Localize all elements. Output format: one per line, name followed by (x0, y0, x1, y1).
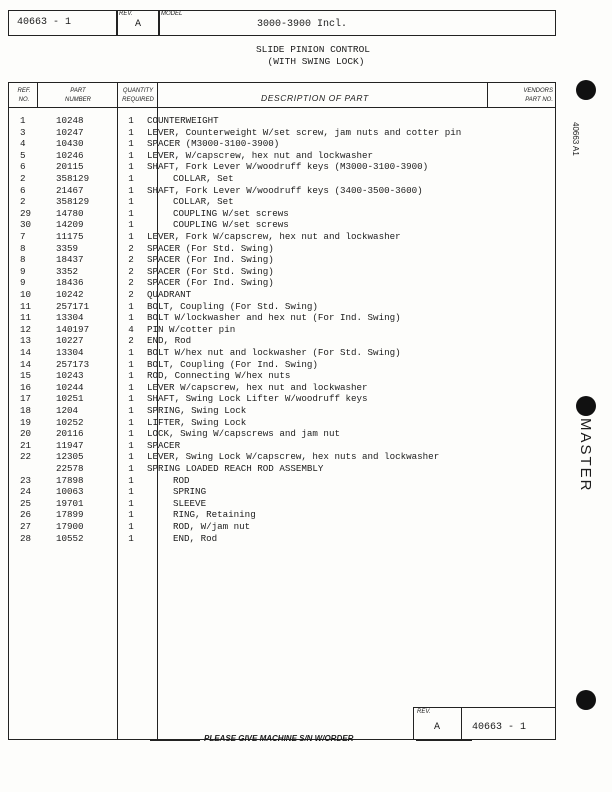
footer-rev-label: REV. (417, 709, 431, 715)
description-cell: ROD (173, 474, 190, 486)
part-number-cell: 13304 (56, 347, 84, 358)
ref-cell: 20 (20, 428, 32, 440)
table-row (8, 324, 554, 335)
part-number-cell: 20115 (56, 161, 84, 173)
ref-cell: 10 (20, 289, 32, 300)
col-header-qty-1: QUANTITY (122, 88, 154, 94)
ref-cell: 22 (20, 451, 32, 463)
col-header-part (41, 87, 115, 105)
description-cell: SPACER (For Std. Swing) (147, 242, 274, 254)
quantity-cell: 1 (128, 115, 134, 126)
table-row (8, 196, 554, 207)
quantity-cell: 1 (128, 161, 134, 173)
quantity-cell: 1 (128, 149, 134, 161)
ref-cell: 6 (20, 161, 26, 173)
quantity-cell: 1 (128, 381, 134, 393)
quantity-cell: 1 (128, 184, 134, 196)
col-header-vendors-2: PART NO. (525, 97, 553, 103)
description-cell: COLLAR, Set (173, 196, 234, 208)
description-cell: LIFTER, Swing Lock (147, 416, 247, 428)
table-row (8, 335, 554, 346)
ref-cell: 13 (20, 335, 32, 347)
ref-cell: 30 (20, 219, 32, 231)
ref-cell: 8 (20, 254, 26, 266)
table-row (8, 289, 554, 300)
quantity-cell: 1 (128, 138, 134, 150)
part-number-cell: 17899 (56, 509, 84, 521)
header-model-label: MODEL (161, 11, 183, 17)
margin-master-stamp: MASTER (577, 418, 594, 493)
header-part-number: 40663 - 1 (17, 17, 72, 28)
title-line-2: (WITH SWING LOCK) (267, 56, 365, 67)
part-number-cell: 257171 (56, 300, 90, 312)
page-title (0, 44, 612, 68)
part-number-cell: 10430 (56, 138, 84, 150)
col-header-ref-1: REF. (17, 88, 31, 94)
quantity-cell: 1 (128, 428, 134, 440)
ref-cell: 27 (20, 521, 32, 532)
table-row (8, 173, 554, 184)
part-number-cell: 10243 (56, 370, 84, 382)
table-row (8, 347, 554, 358)
description-cell: LEVER, Fork W/capscrew, hex nut and lockwasher (147, 231, 401, 242)
quantity-cell: 1 (128, 207, 134, 219)
quantity-cell: 2 (128, 242, 134, 254)
ref-cell: 12 (20, 323, 32, 335)
table-row (8, 521, 554, 532)
quantity-cell: 1 (128, 474, 134, 486)
header-model-box (158, 10, 556, 36)
part-number-cell: 10227 (56, 335, 84, 347)
description-cell: COLLAR, Set (173, 173, 234, 184)
quantity-cell: 1 (128, 521, 134, 532)
ref-cell: 14 (20, 358, 32, 370)
quantity-cell: 1 (128, 347, 134, 358)
ref-cell: 11 (20, 312, 32, 324)
punch-hole-bottom (576, 690, 596, 710)
ref-cell: 9 (20, 265, 26, 277)
table-row (8, 127, 554, 138)
ref-cell: 28 (20, 532, 32, 544)
description-cell: SPACER (147, 439, 181, 451)
ref-cell: 11 (20, 300, 32, 312)
description-cell: PIN W/cotter pin (147, 323, 236, 335)
part-number-cell: 14209 (56, 219, 84, 231)
description-cell: COUPLING W/set screws (173, 219, 289, 231)
table-row (8, 185, 554, 196)
table-row (8, 440, 554, 451)
part-number-cell: 17900 (56, 521, 84, 532)
table-row (8, 219, 554, 230)
ref-cell: 5 (20, 149, 26, 161)
description-cell: SLEEVE (173, 497, 207, 509)
description-cell: BOLT W/hex nut and lockwasher (For Std. Swing) (147, 347, 401, 358)
table-row (8, 266, 554, 277)
table-row (8, 498, 554, 509)
col-header-ref-2: NO. (18, 97, 30, 103)
description-cell: SPACER (For Std. Swing) (147, 265, 274, 277)
description-cell: SPACER (M3000-3100-3900) (147, 138, 280, 150)
quantity-cell: 1 (128, 509, 134, 521)
description-cell: BOLT W/lockwasher and hex nut (For Ind. Swing) (147, 312, 401, 324)
table-row (8, 417, 554, 428)
table-row (8, 231, 554, 242)
table-row (8, 370, 554, 381)
description-cell: LOCK, Swing W/capscrews and jam nut (147, 428, 340, 440)
table-row (8, 382, 554, 393)
quantity-cell: 1 (128, 393, 134, 405)
quantity-cell: 1 (128, 439, 134, 451)
punch-hole-top (576, 80, 596, 100)
part-number-cell: 19701 (56, 497, 84, 509)
table-row (8, 475, 554, 486)
part-number-cell: 12305 (56, 451, 84, 463)
description-cell: END, Rod (173, 532, 218, 544)
table-row (8, 138, 554, 149)
description-cell: LEVER, W/capscrew, hex nut and lockwasher (147, 149, 374, 161)
description-cell: END, Rod (147, 335, 192, 347)
quantity-cell: 1 (128, 196, 134, 208)
part-number-cell: 10246 (56, 149, 84, 161)
table-row (8, 428, 554, 439)
ref-cell: 2 (20, 173, 26, 184)
footer-part-number: 40663 - 1 (472, 722, 527, 733)
quantity-cell: 1 (128, 173, 134, 184)
ref-cell: 2 (20, 196, 26, 208)
header-rev-label: REV. (119, 11, 133, 17)
header-part-number-box (8, 10, 118, 36)
punch-hole-middle (576, 396, 596, 416)
margin-side-number: 40663 A1 (571, 122, 580, 156)
table-row (8, 254, 554, 265)
ref-cell: 4 (20, 138, 26, 150)
quantity-cell: 1 (128, 451, 134, 463)
quantity-cell: 2 (128, 335, 134, 347)
col-divider-ref (37, 83, 38, 108)
description-cell: RING, Retaining (173, 509, 256, 521)
part-number-cell: 20116 (56, 428, 84, 440)
col-header-part-1: PART (70, 88, 86, 94)
part-number-cell: 11175 (56, 231, 84, 242)
quantity-cell: 4 (128, 323, 134, 335)
ref-cell: 17 (20, 393, 32, 405)
col-header-vendors (489, 87, 553, 105)
part-number-cell: 18437 (56, 254, 84, 266)
table-row (8, 312, 554, 323)
quantity-cell: 1 (128, 126, 134, 138)
col-divider-vendors (487, 83, 488, 108)
part-number-cell: 21467 (56, 184, 84, 196)
ref-cell: 26 (20, 509, 32, 521)
ref-cell: 19 (20, 416, 32, 428)
part-number-cell: 358129 (56, 173, 90, 184)
ref-cell: 29 (20, 207, 32, 219)
col-header-desc: DESCRIPTION OF PART (261, 93, 369, 103)
table-row (8, 509, 554, 520)
ref-cell: 23 (20, 474, 32, 486)
quantity-cell: 1 (128, 370, 134, 382)
part-number-cell: 3359 (56, 242, 79, 254)
part-number-cell: 3352 (56, 265, 79, 277)
part-number-cell: 13304 (56, 312, 84, 324)
part-number-cell: 10251 (56, 393, 84, 405)
description-cell: BOLT, Coupling (For Std. Swing) (147, 300, 318, 312)
header-model-value: 3000-3900 Incl. (257, 19, 348, 30)
table-row (8, 533, 554, 544)
quantity-cell: 2 (128, 277, 134, 289)
table-row (8, 301, 554, 312)
description-cell: ROD, W/jam nut (173, 521, 251, 532)
ref-cell: 8 (20, 242, 26, 254)
quantity-cell: 1 (128, 358, 134, 370)
footer-rev-value: A (434, 722, 441, 733)
quantity-cell: 1 (128, 463, 134, 474)
part-number-cell: 10247 (56, 126, 84, 138)
table-row (8, 486, 554, 497)
ref-cell: 21 (20, 439, 32, 451)
part-number-cell: 10242 (56, 289, 84, 300)
col-header-vendors-1: VENDORS (523, 88, 553, 94)
ref-cell: 7 (20, 231, 26, 242)
description-cell: SPACER (For Ind. Swing) (147, 277, 274, 289)
quantity-cell: 1 (128, 497, 134, 509)
quantity-cell: 1 (128, 219, 134, 231)
part-number-cell: 257173 (56, 358, 90, 370)
table-row (8, 161, 554, 172)
col-header-part-2: NUMBER (64, 97, 91, 103)
table-row (8, 150, 554, 161)
part-number-cell: 11947 (56, 439, 84, 451)
col-header-ref (11, 87, 37, 105)
footer-note-rule-right (416, 740, 472, 741)
description-cell: LEVER, Counterweight W/set screw, jam nuts and cotter pin (147, 126, 462, 138)
quantity-cell: 2 (128, 265, 134, 277)
table-header-divider (9, 107, 555, 108)
footer-note-rule-left (150, 740, 200, 741)
quantity-cell: 1 (128, 231, 134, 242)
description-cell: SHAFT, Fork Lever W/woodruff keys (M3000-3100-3900) (147, 161, 429, 173)
table-row (8, 463, 554, 474)
description-cell: QUADRANT (147, 289, 192, 300)
quantity-cell: 1 (128, 312, 134, 324)
part-number-cell: 10244 (56, 381, 84, 393)
ref-cell: 6 (20, 184, 26, 196)
ref-cell: 3 (20, 126, 26, 138)
description-cell: COUNTERWEIGHT (147, 115, 219, 126)
description-cell: SHAFT, Fork Lever W/woodruff keys (3400-3500-3600) (147, 184, 423, 196)
description-cell: ROD, Connecting W/hex nuts (147, 370, 291, 382)
description-cell: SPACER (For Ind. Swing) (147, 254, 274, 266)
part-number-cell: 22578 (56, 463, 84, 474)
col-header-qty-2: REQUIRED (122, 97, 154, 103)
description-cell: LEVER W/capscrew, hex nut and lockwasher (147, 381, 368, 393)
description-cell: SPRING LOADED REACH ROD ASSEMBLY (147, 463, 324, 474)
ref-cell: 14 (20, 347, 32, 358)
description-cell: COUPLING W/set screws (173, 207, 289, 219)
part-number-cell: 10552 (56, 532, 84, 544)
quantity-cell: 1 (128, 300, 134, 312)
part-number-cell: 10252 (56, 416, 84, 428)
part-number-cell: 1204 (56, 405, 79, 416)
part-number-cell: 17898 (56, 474, 84, 486)
quantity-cell: 2 (128, 254, 134, 266)
part-number-cell: 18436 (56, 277, 84, 289)
quantity-cell: 1 (128, 532, 134, 544)
ref-cell: 16 (20, 381, 32, 393)
part-number-cell: 140197 (56, 323, 90, 335)
col-header-qty (118, 87, 158, 105)
ref-cell: 15 (20, 370, 32, 382)
part-number-cell: 10248 (56, 115, 84, 126)
quantity-cell: 2 (128, 289, 134, 300)
ref-cell: 25 (20, 497, 32, 509)
header-rev-box (116, 10, 160, 36)
table-row (8, 208, 554, 219)
description-cell: SHAFT, Swing Lock Lifter W/woodruff keys (147, 393, 368, 405)
table-row (8, 451, 554, 462)
quantity-cell: 1 (128, 416, 134, 428)
description-cell: LEVER, Swing Lock W/capscrew, hex nuts and lockwasher (147, 451, 440, 463)
table-row (8, 243, 554, 254)
header-rev-value: A (135, 19, 142, 30)
ref-cell: 1 (20, 115, 26, 126)
description-cell: BOLT, Coupling (For Ind. Swing) (147, 358, 318, 370)
footer-note-text: PLEASE GIVE MACHINE S/N W/ORDER (204, 734, 354, 743)
part-number-cell: 358129 (56, 196, 90, 208)
quantity-cell: 1 (128, 405, 134, 416)
quantity-cell: 1 (128, 486, 134, 498)
description-cell: SPRING (173, 486, 207, 498)
description-cell: SPRING, Swing Lock (147, 405, 247, 416)
ref-cell: 9 (20, 277, 26, 289)
table-row (8, 115, 554, 126)
table-row (8, 393, 554, 404)
ref-cell: 24 (20, 486, 32, 498)
table-row (8, 359, 554, 370)
table-row (8, 405, 554, 416)
part-number-cell: 10063 (56, 486, 84, 498)
title-line-1: SLIDE PINION CONTROL (255, 44, 371, 55)
part-number-cell: 14780 (56, 207, 84, 219)
table-row (8, 277, 554, 288)
footer-note (150, 734, 480, 746)
ref-cell: 18 (20, 405, 32, 416)
